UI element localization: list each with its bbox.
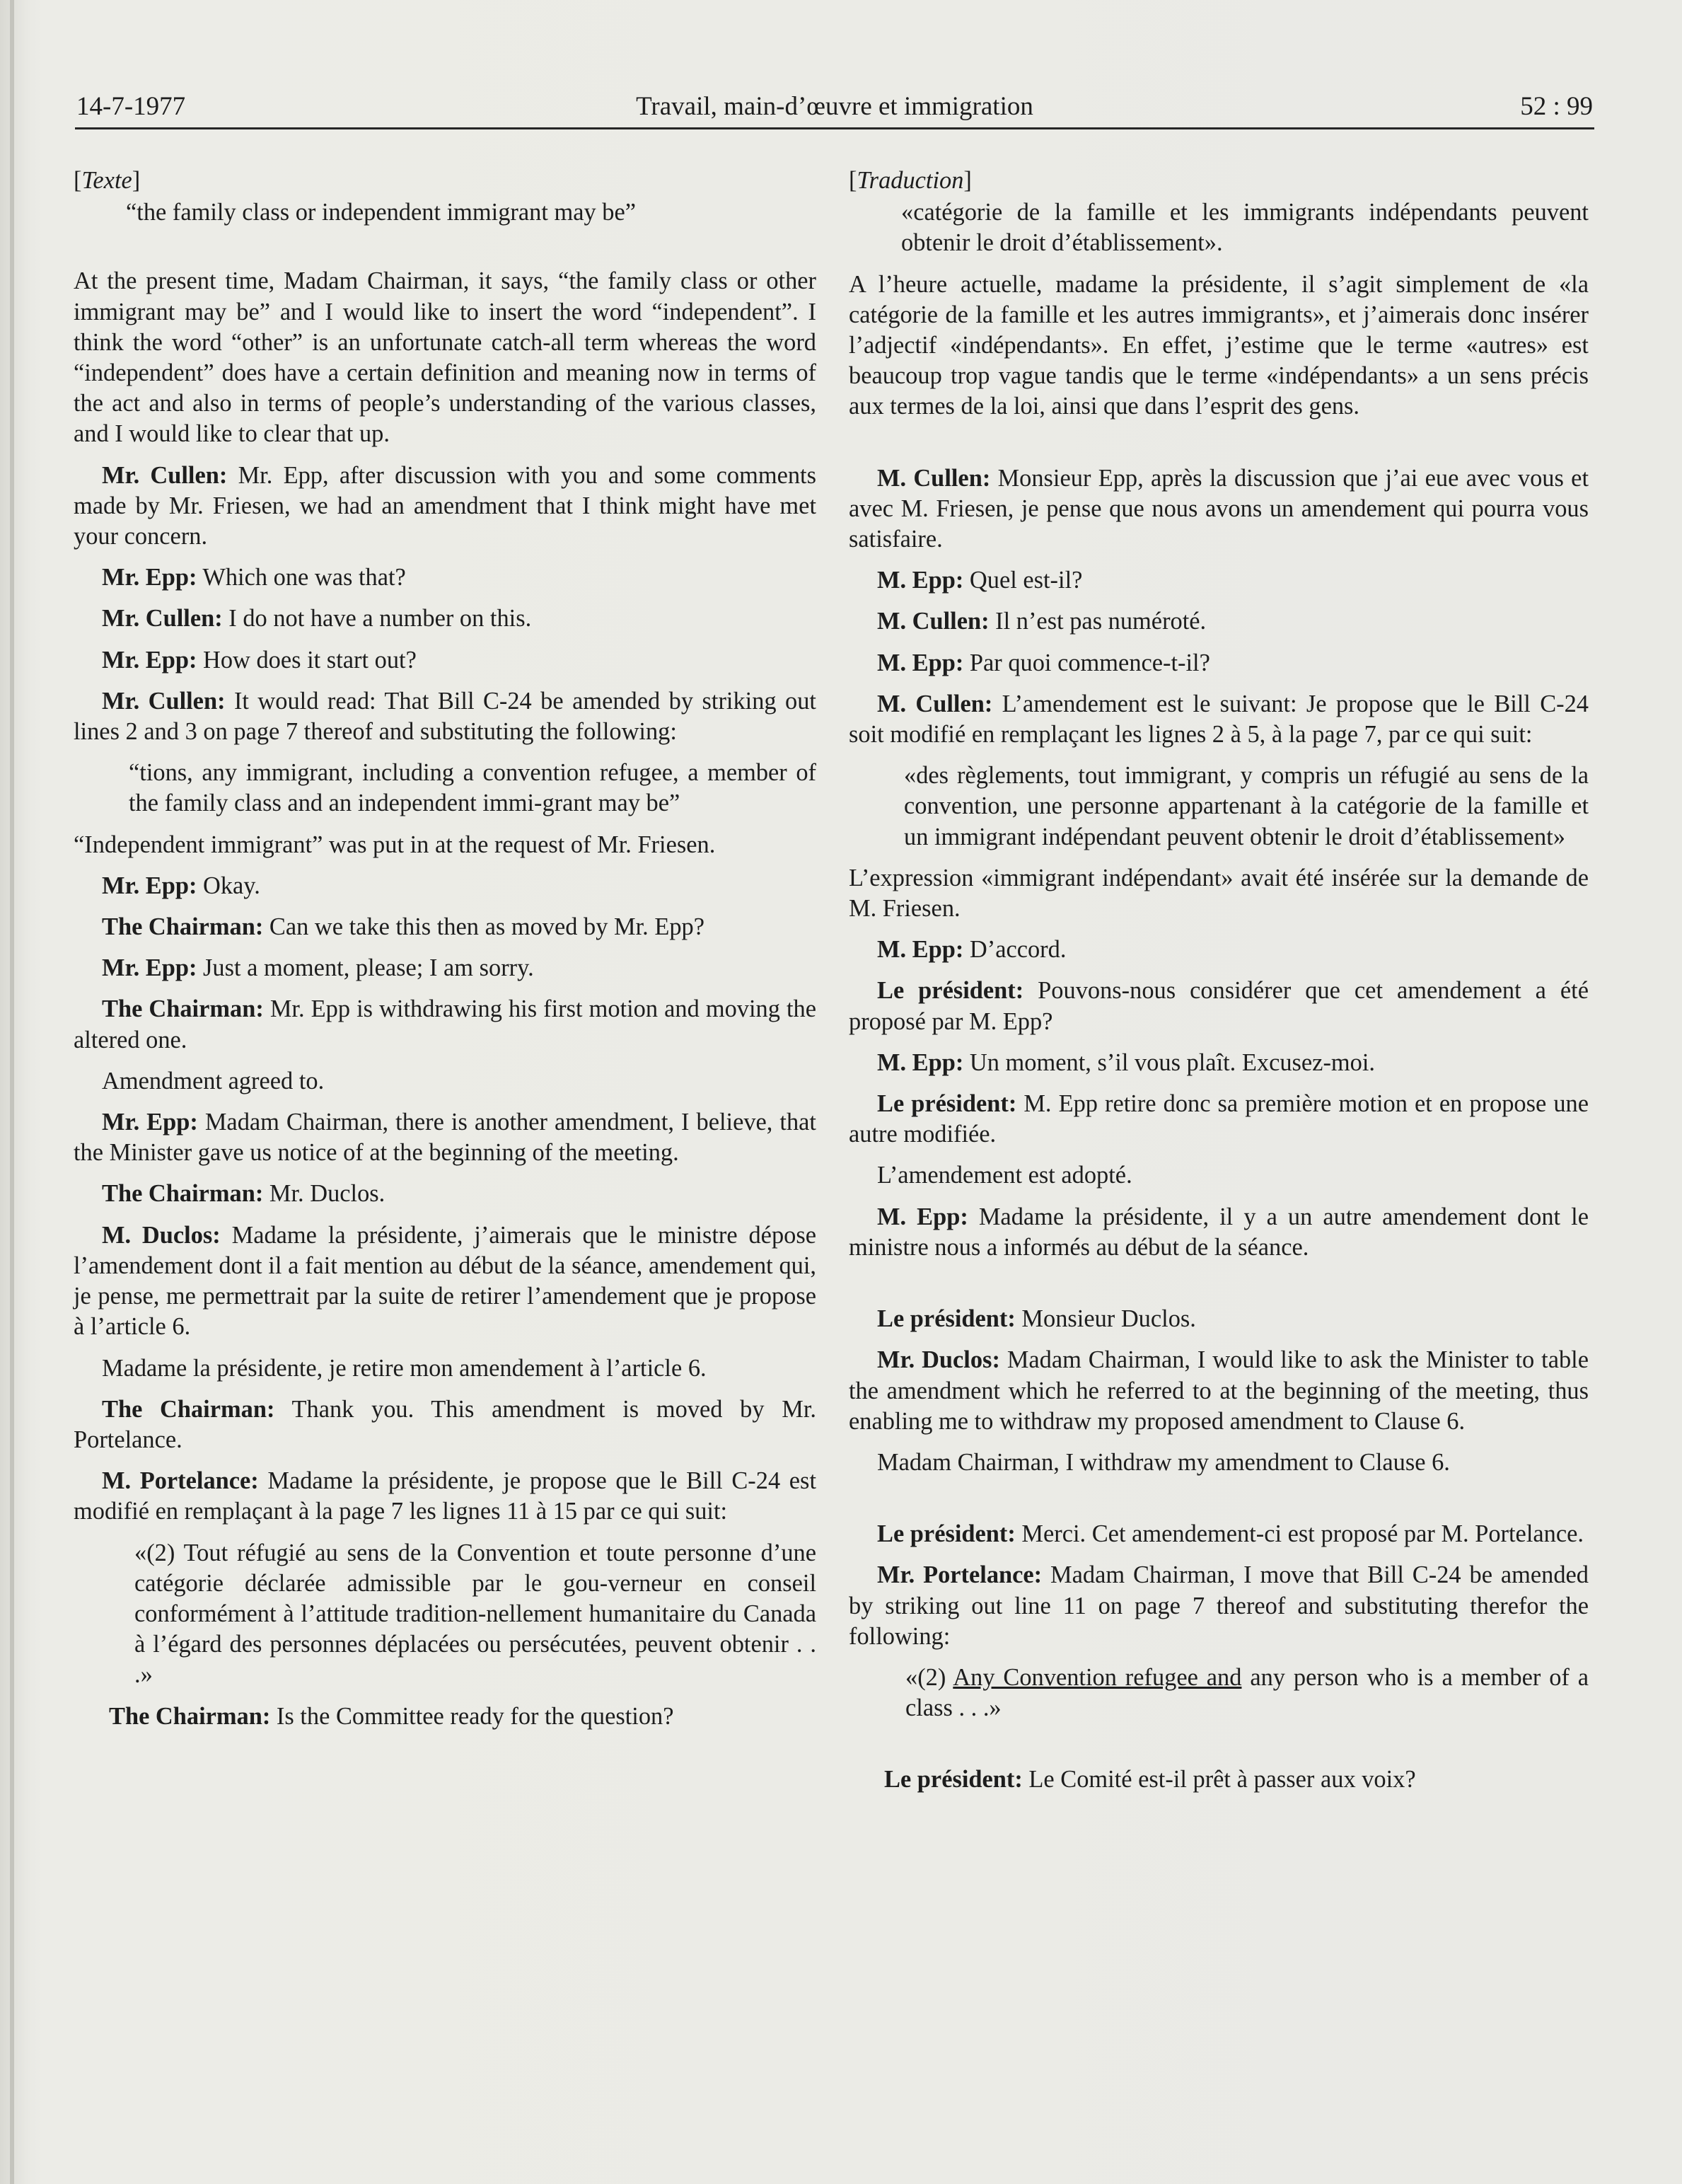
speech: M. Duclos: Madame la présidente, j’aimerais que le ministre dépose l’amendement dont il a fait mention au début de la séance, amendement qui, je pense, me permettrait par la suite de retirer l’amendement que je propose à l’article 6. [74,1221,816,1341]
speech: Mr. Epp: How does it start out? [102,646,417,674]
paragraph: L’amendement est adopté. [877,1162,1132,1189]
speaker: Mr. Epp: [102,564,197,591]
speech: M. Cullen: L’amendement est le suivant: Je propose que le Bill C-24 soit modifié en remplaçant les lignes 2 à 5, à la page 7, par ce qui suit: [849,690,1589,749]
speech: M. Epp: Madame la présidente, il y a un autre amendement dont le ministre nous a informés au début de la séance. [849,1203,1589,1261]
quoted-text: «catégorie de la famille et les immigrants indépendants peuvent obtenir le droit d’établissement». [901,199,1589,257]
speaker: M. Epp: [877,1203,968,1230]
speaker: Le président: [877,1305,1016,1333]
speaker: Mr. Epp: [102,646,197,674]
speaker: Le président: [877,1090,1017,1118]
speech: Mr. Cullen: Mr. Epp, after discussion with you and some comments made by Mr. Friesen, we had an amendment that I think might have met your concern. [74,461,816,550]
paragraph: Madam Chairman, I withdraw my amendment to Clause 6. [877,1448,1450,1476]
section-tag: [Traduction] [849,167,972,194]
header-date: 14-7-1977 [76,92,186,121]
speaker: M. Portelance: [102,1467,259,1495]
speaker: Mr. Cullen: [102,687,226,715]
speech: Mr. Epp: Just a moment, please; I am sorry. [102,954,534,982]
paragraph: A l’heure actuelle, madame la présidente, il s’agit simplement de «la catégorie de la famille et les autres immigrants», et j’aimerais donc insérer l’adjectif «indépendants». En effet, j’estime que le terme «autres» est beaucoup trop vague tandis que le terme «indépendants» a un sens précis aux termes de la loi, ainsi que dans l’esprit des gens. [849,270,1589,420]
speech: M. Epp: Un moment, s’il vous plaît. Excusez-moi. [877,1048,1375,1076]
speech: M. Cullen: Il n’est pas numéroté. [877,608,1207,635]
speech: The Chairman: Mr. Epp is withdrawing his first motion and moving the altered one. [74,995,816,1053]
speech: Mr. Epp: Okay. [102,872,260,899]
quoted-text: «(2) Tout réfugié au sens de la Convention et toute personne d’une catégorie déclarée admissible par le gou-verneur en conseil conformément à l’attitude tradition-nellement humanitaire du Canada à l’égard des personnes déplacées ou persécutées, peuvent obtenir . . .» [134,1539,816,1689]
speaker: M. Duclos: [102,1221,221,1249]
header-rule [75,127,1594,129]
speech: The Chairman: Can we take this then as moved by Mr. Epp? [102,913,705,941]
left-column [74,166,816,1743]
paragraph: At the present time, Madam Chairman, it says, “the family class or other immigrant may be” and I would like to insert the word “independent”. I think the word “other” is an unfortunate catch-all term whereas the word “independent” does have a certain definition and meaning now in terms of the act and also in terms of people’s understanding of the various classes, and I would like to clear that up. [74,267,816,448]
speaker: The Chairman: [102,1395,275,1423]
speaker: M. Cullen: [877,464,991,492]
page-binding-edge [10,0,14,2184]
speaker: Mr. Epp: [102,954,197,982]
speaker: M. Epp: [877,1048,964,1076]
speaker: Mr. Epp: [102,1109,198,1136]
speech: M. Epp: D’accord. [877,936,1067,964]
paragraph: Amendment agreed to. [102,1067,325,1094]
header-page-number: 52 : 99 [1520,92,1593,121]
speech: The Chairman: Thank you. This amendment is moved by Mr. Portelance. [74,1395,816,1453]
speech: Le président: Merci. Cet amendement-ci est proposé par M. Portelance. [877,1520,1584,1548]
paragraph: Madame la présidente, je retire mon amendement à l’article 6. [102,1354,707,1382]
speaker: The Chairman: [102,1180,264,1208]
speech: The Chairman: Mr. Duclos. [102,1180,385,1208]
speech: Le président: Monsieur Duclos. [877,1305,1196,1333]
speaker: The Chairman: [109,1702,271,1730]
speaker: The Chairman: [102,913,264,941]
speech: Mr. Portelance: Madam Chairman, I move that Bill C-24 be amended by striking out line 11 on page 7 thereof and substituting therefor the following: [849,1561,1589,1650]
quoted-text: “tions, any immigrant, including a convention refugee, a member of the family class and an independent immi-grant may be” [129,759,816,817]
speaker: M. Epp: [877,649,964,676]
speaker: M. Cullen: [877,690,993,717]
speaker: M. Epp: [877,567,964,594]
quoted-text: “the family class or independent immigrant may be” [126,199,637,226]
paragraph: “Independent immigrant” was put in at the request of Mr. Friesen. [74,831,716,858]
speech: Le président: Le Comité est-il prêt à passer aux voix? [884,1766,1416,1793]
speech: Le président: M. Epp retire donc sa première motion et en propose une autre modifiée. [849,1090,1589,1148]
speaker: Le président: [877,1520,1016,1548]
right-column [849,166,1589,1806]
speaker: Mr. Duclos: [877,1346,1000,1374]
speech: M. Cullen: Monsieur Epp, après la discussion que j’ai eue avec vous et avec M. Friesen, je pense que nous avons un amendement qui pourra vous satisfaire. [849,464,1589,553]
quoted-text: «des règlements, tout immigrant, y compris un réfugié au sens de la convention, une personne appartenant à la catégorie de la famille et un immigrant indépendant peuvent obtenir le droit d’établissement» [904,762,1589,850]
underlined-text: Any Convention refugee and [953,1663,1242,1691]
speaker: M. Epp: [877,936,964,964]
speech: Mr. Cullen: It would read: That Bill C-24 be amended by striking out lines 2 and 3 on page 7 thereof and substituting the following: [74,687,816,746]
speaker: Le président: [877,977,1024,1005]
speaker: Mr. Portelance: [877,1561,1043,1589]
speaker: Le président: [884,1766,1023,1793]
quoted-text: «(2) Any Convention refugee and any person who is a member of a class . . .» [905,1663,1589,1722]
speech: M. Portelance: Madame la présidente, je propose que le Bill C-24 est modifié en remplaçant à la page 7 les lignes 11 à 15 par ce qui suit: [74,1467,816,1525]
speech: The Chairman: Is the Committee ready for the question? [109,1702,674,1730]
speaker: M. Cullen: [877,608,990,635]
speech: M. Epp: Par quoi commence-t-il? [877,649,1210,676]
section-tag: [Texte] [74,167,141,194]
running-header [76,91,1593,129]
speech: Mr. Duclos: Madam Chairman, I would like to ask the Minister to table the amendment which he referred to at the beginning of the meeting, thus enabling me to withdraw my proposed amendment to Clause 6. [849,1346,1589,1435]
speech: M. Epp: Quel est-il? [877,567,1083,594]
speaker: The Chairman: [102,995,264,1023]
speech: Mr. Epp: Which one was that? [102,564,406,591]
speech: Mr. Cullen: I do not have a number on this. [102,605,532,632]
speaker: Mr. Cullen: [102,605,223,632]
speaker: Mr. Cullen: [102,461,228,489]
speaker: Mr. Epp: [102,872,197,899]
speech: Mr. Epp: Madam Chairman, there is another amendment, I believe, that the Minister gave us notice of at the beginning of the meeting. [74,1109,816,1167]
paragraph: L’expression «immigrant indépendant» avait été insérée sur la demande de M. Friesen. [849,864,1589,923]
speech: Le président: Pouvons-nous considérer que cet amendement a été proposé par M. Epp? [849,977,1589,1035]
header-title: Travail, main-d’œuvre et immigration [636,92,1033,121]
